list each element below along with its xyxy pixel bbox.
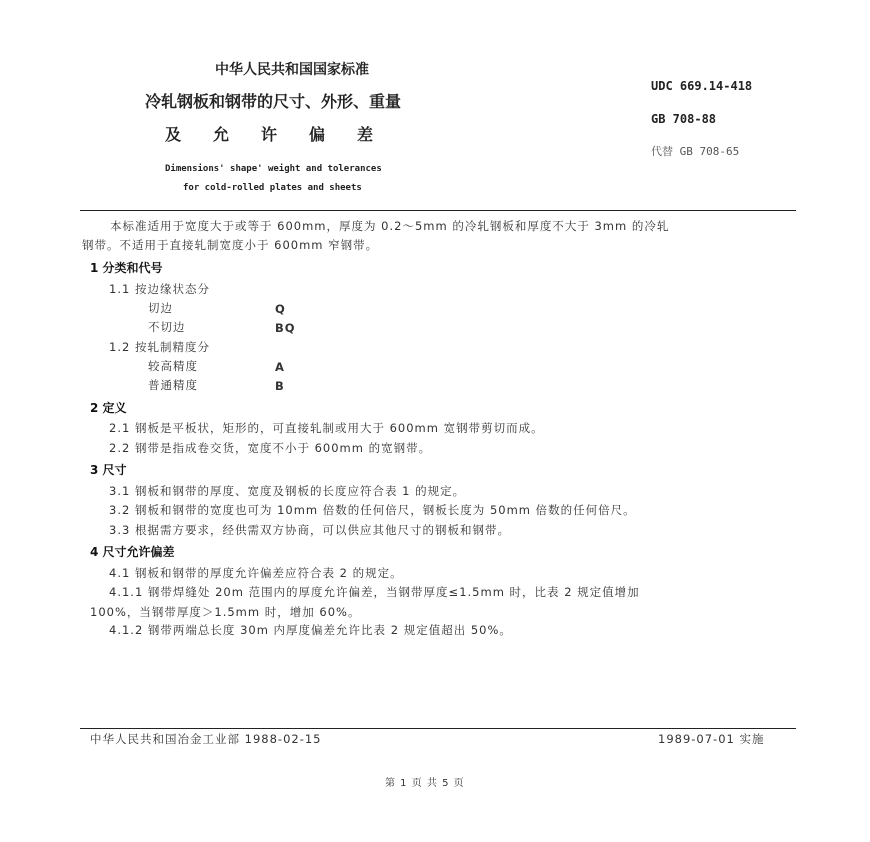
section-3-title: 3 尺寸 [90,463,127,477]
page-number: 第 1 页 共 5 页 [385,778,465,789]
header-divider [80,210,796,211]
clause-2-1: 2.1 钢板是平板状，矩形的，可直接轧制或用大于 600mm 宽钢带剪切而成。 [109,421,544,435]
item-label: 较高精度 [148,359,198,373]
item-code: A [275,360,285,374]
clause-4-1-1: 4.1.1 钢带焊缝处 20m 范围内的厚度允许偏差，当钢带厚度≤1.5mm 时，比表 2 规定值增加 [109,585,640,599]
item-code: BQ [275,321,296,335]
clause-4-1: 4.1 钢板和钢带的厚度允许偏差应符合表 2 的规定。 [109,566,403,580]
section-4-title: 4 尺寸允许偏差 [90,545,175,559]
english-title-line2: for cold-rolled plates and sheets [183,183,362,193]
clause-3-3: 3.3 根据需方要求，经供需双方协商，可以供应其他尺寸的钢板和钢带。 [109,523,510,537]
clause-3-2: 3.2 钢板和钢带的宽度也可为 10mm 倍数的任何倍尺，钢板长度为 50mm 倍数的任何倍尺。 [109,503,636,517]
clause-4-1-2: 4.1.2 钢带两端总长度 30m 内厚度偏差允许比表 2 规定值超出 50%。 [109,623,512,637]
effective-date: 1989-07-01 实施 [658,732,765,746]
item-code: B [275,379,285,393]
item-label: 切边 [148,301,173,315]
english-title-line1: Dimensions' shape' weight and tolerances [165,164,382,174]
clause-4-1-1-cont: 100%，当钢带厚度＞1.5mm 时，增加 60%。 [90,605,361,619]
item-label: 不切边 [148,320,186,334]
intro-line1: 本标准适用于宽度大于或等于 600mm，厚度为 0.2～5mm 的冷轧钢板和厚度不大于 3mm 的冷轧 [110,219,670,233]
udc-code: UDC 669.14-418 [651,79,753,93]
section-2-title: 2 定义 [90,401,127,415]
issuer: 中华人民共和国冶金工业部 1988-02-15 [90,732,322,746]
clause-2-2: 2.2 钢带是指成卷交货，宽度不小于 600mm 的宽钢带。 [109,441,432,455]
replaces-code: 代替 GB 708-65 [651,145,740,158]
footer-divider [80,728,796,729]
title-line2: 及 允 许 偏 差 [165,125,374,144]
clause-1-1: 1.1 按边缘状态分 [109,282,210,296]
section-1-title: 1 分类和代号 [90,261,163,275]
intro-line2: 钢带。不适用于直接轧制宽度小于 600mm 窄钢带。 [82,238,379,252]
gb-code: GB 708-88 [651,112,717,126]
org-name: 中华人民共和国国家标准 [215,62,369,78]
item-label: 普通精度 [148,378,198,392]
item-code: Q [275,302,286,316]
title-line1: 冷轧钢板和钢带的尺寸、外形、重量 [145,92,402,111]
clause-3-1: 3.1 钢板和钢带的厚度、宽度及钢板的长度应符合表 1 的规定。 [109,484,466,498]
clause-1-2: 1.2 按轧制精度分 [109,340,210,354]
